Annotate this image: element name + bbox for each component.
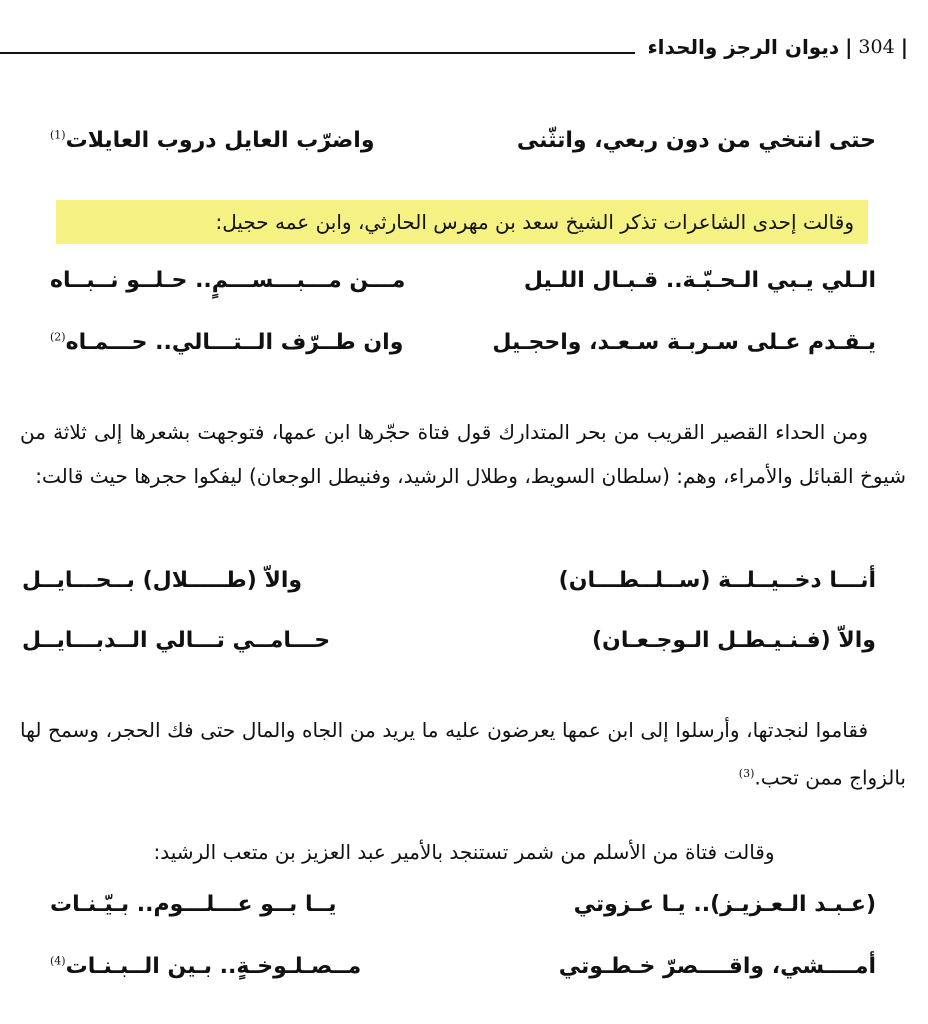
- verse-line: [50, 128, 876, 172]
- verse-second-hemistich: والاّ (طـــــلال) بــحـــايــل: [22, 568, 303, 593]
- verse-second-hemistich: واضرّب العايل دروب العايلات$^{(1)}$: [50, 128, 375, 153]
- header-separator-left: |: [845, 35, 853, 59]
- verse-first-hemistich: الـلي يـبي الـحـبّـة.. قـبـال اللـيل: [523, 268, 876, 293]
- paragraph: ومن الحداء القصير القريب من بحر المتدارك قول فتاة حجّرها ابن عمها، فتوجهت بشعرها إلى ثلاثة من شيوخ القبائل والأمراء، وهم: (سلطان السويط، وطلال الرشيد، وفنيطل الوجعان) ليفكوا حجرها حيث قالت:: [20, 420, 906, 488]
- verse-first-hemistich: والاّ (فـنـيـطـل الـوجـعـان): [591, 628, 876, 653]
- footnote-marker: (4): [50, 954, 66, 968]
- footnote-marker: (1): [50, 128, 66, 142]
- book-title: ديوان الرجز والحداء: [647, 35, 840, 59]
- verse-first-hemistich: يـقـدم عـلى سـربـة سـعـد، واحجـيل: [492, 330, 876, 355]
- verse-line: [50, 954, 876, 998]
- verse-second-hemistich: حـــامــي تـــالي الــدبـــايــل: [22, 628, 331, 653]
- page-header: [0, 34, 914, 60]
- footnote-marker: (3): [738, 767, 755, 780]
- highlighted-intro: وقالت إحدى الشاعرات تذكر الشيخ سعد بن مهرس الحارثي، وابن عمه حجيل:: [56, 200, 868, 244]
- verse-line: [22, 568, 876, 612]
- verse-second-hemistich: مـــن مـــبـــســـمٍ.. حـلــو نــبــاه: [50, 268, 406, 293]
- verse-second-hemistich: وان طــرّف الــتـــالي.. حـــمـاه$^{(2)}$: [50, 330, 404, 355]
- verse-first-hemistich: (عـبـد الـعـزيـز).. يـا عـزوتي: [573, 892, 876, 917]
- verse-second-hemistich: مــصـلـوخـةٍ.. بـين الــبـنـات$^{(4)}$: [50, 954, 362, 979]
- header-separator-right: |: [900, 35, 908, 59]
- header-rule: [0, 52, 635, 54]
- verse-first-hemistich: أمــــشي، واقــــصرّ خـطـوتي: [558, 954, 876, 979]
- verse-line: [50, 330, 876, 374]
- verse-line: [50, 892, 876, 936]
- footnote-marker: (2): [50, 330, 66, 344]
- page-number: 304: [858, 36, 895, 58]
- verse-line: [50, 268, 876, 312]
- paragraph: وقالت فتاة من الأسلم من شمر تستنجد بالأمير عبد العزيز بن متعب الرشيد:: [153, 840, 775, 864]
- verse-first-hemistich: حتى انتخي من دون ربعي، واتثّنى: [516, 128, 876, 153]
- verse-second-hemistich: يــا بــو عـــلـــوم.. بـيّـنـات: [50, 892, 337, 917]
- paragraph: فقاموا لنجدتها، وأرسلوا إلى ابن عمها يعرضون عليه ما يريد من الجاه والمال حتى فك الحجر، وسمح لها بالزواج ممن تحب.$^{(3)}$: [20, 718, 906, 790]
- verse-first-hemistich: أنـــا دخــيــلــة (ســلــطـــان): [558, 568, 876, 593]
- verse-line: [22, 628, 876, 672]
